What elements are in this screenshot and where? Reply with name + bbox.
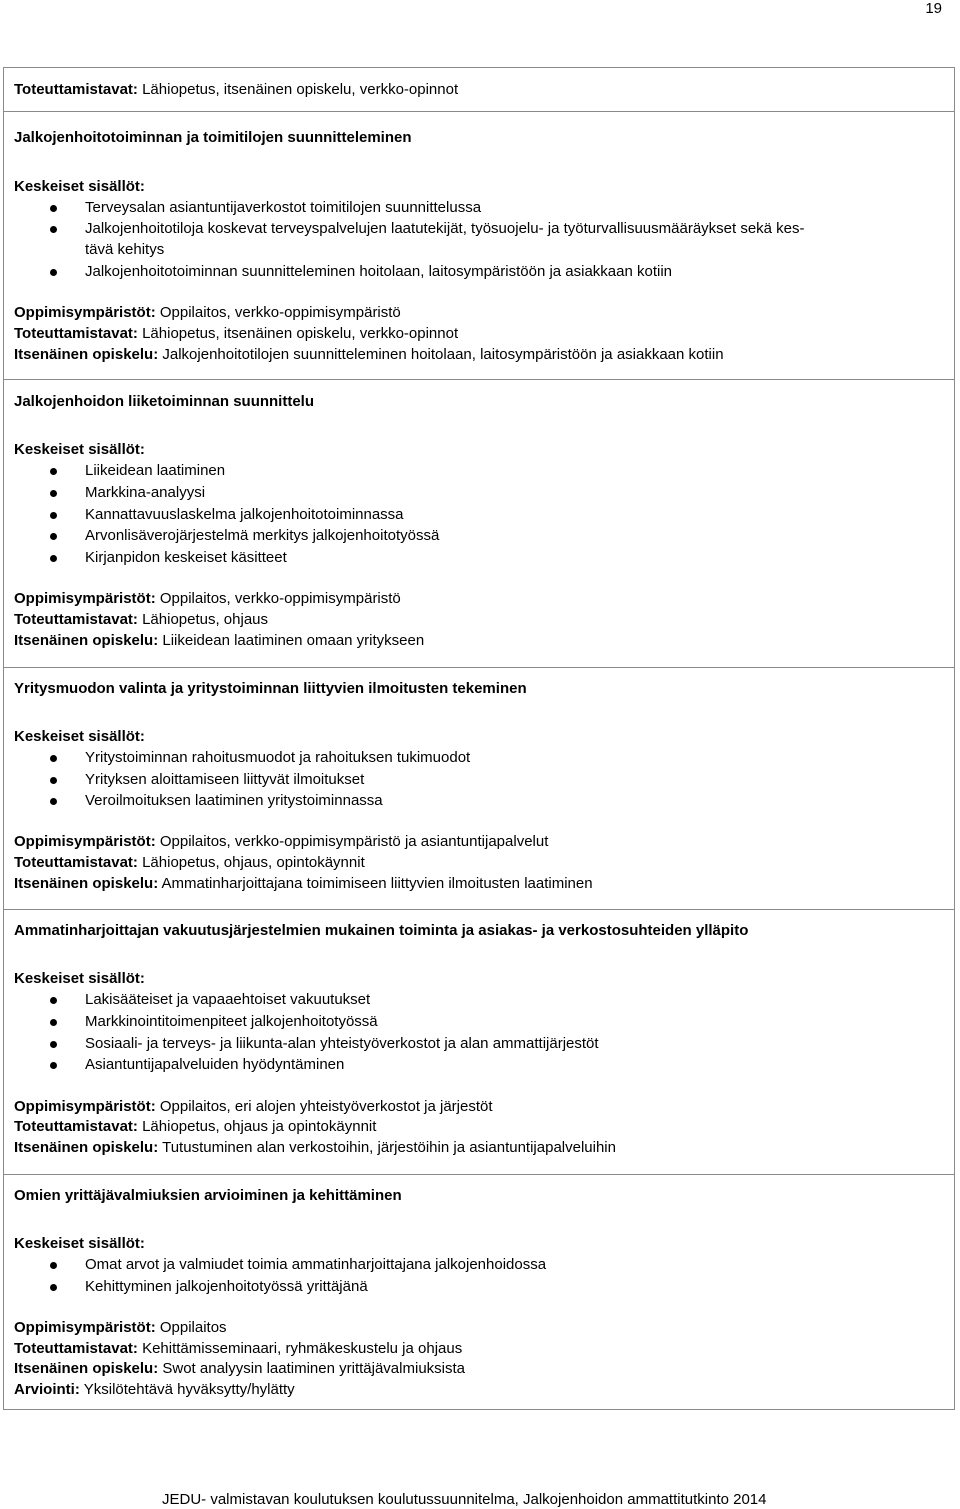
top-row-delivery [14, 81, 458, 99]
list-item: Sosiaali- ja terveys- ja liikunta-alan yhteistyöverkostot ja alan ammattijärjestöt [85, 1035, 599, 1052]
list-item: Asiantuntijapalveluiden hyödyntäminen [85, 1056, 345, 1073]
bullet-icon [50, 512, 57, 519]
detail-line [14, 875, 593, 893]
value: Kehittämisseminaari, ryhmäkeskustelu ja ohjaus [142, 1340, 463, 1357]
label: Toteuttamistavat: [14, 611, 138, 628]
label: Toteuttamistavat: [14, 325, 138, 342]
content-label: Keskeiset sisällöt: [14, 728, 145, 745]
label: Arviointi: [14, 1381, 80, 1398]
label: Oppimisympäristöt: [14, 1319, 156, 1336]
list-item: Terveysalan asiantuntijaverkostot toimitilojen suunnittelussa [85, 199, 482, 216]
section-title: Ammatinharjoittajan vakuutusjärjestelmien mukainen toiminta ja asiakas- ja verkostosuhteiden ylläpito [14, 922, 749, 939]
label: Toteuttamistavat: [14, 1118, 138, 1135]
list-item: Yrityksen aloittamiseen liittyvät ilmoitukset [85, 771, 365, 788]
value: Lähiopetus, itsenäinen opiskelu, verkko-opinnot [142, 325, 459, 342]
list-item: Kehittyminen jalkojenhoitotyössä yrittäjänä [85, 1278, 368, 1295]
section-title: Jalkojenhoidon liiketoiminnan suunnittelu [14, 393, 315, 410]
bullet-icon [50, 533, 57, 540]
row-separator [3, 909, 955, 910]
section-title: Jalkojenhoitotoiminnan ja toimitilojen suunnitteleminen [14, 129, 412, 146]
label: Itsenäinen opiskelu: [14, 1360, 159, 1377]
label: Oppimisympäristöt: [14, 590, 156, 607]
bullet-icon [50, 777, 57, 784]
label: Itsenäinen opiskelu: [14, 632, 159, 649]
list-item: Yritystoiminnan rahoitusmuodot ja rahoituksen tukimuodot [85, 749, 471, 766]
value: Lähiopetus, ohjaus ja opintokäynnit [142, 1118, 377, 1135]
bullet-icon [50, 1019, 57, 1026]
bullet-icon [50, 468, 57, 475]
value: Jalkojenhoitotilojen suunnitteleminen hoitolaan, laitosympäristöön ja asiakkaan kotiin [162, 346, 724, 363]
detail-line [14, 325, 458, 343]
bullet-icon [50, 205, 57, 212]
bullet-icon [50, 555, 57, 562]
label: Itsenäinen opiskelu: [14, 875, 159, 892]
bullet-icon [50, 1262, 57, 1269]
detail-line [14, 590, 401, 608]
label: Itsenäinen opiskelu: [14, 346, 159, 363]
detail-line [14, 854, 365, 872]
list-item: Omat arvot ja valmiudet toimia ammatinharjoittajana jalkojenhoidossa [85, 1256, 547, 1273]
page-number: 19 [925, 0, 942, 17]
value: Tutustuminen alan verkostoihin, järjestöihin ja asiantuntijapalveluihin [162, 1139, 616, 1156]
detail-line [14, 1319, 227, 1337]
detail-line [14, 1340, 462, 1358]
list-item: Kirjanpidon keskeiset käsitteet [85, 549, 287, 566]
section-title: Omien yrittäjävalmiuksien arvioiminen ja kehittäminen [14, 1187, 402, 1204]
value: Oppilaitos, verkko-oppimisympäristö [159, 590, 401, 607]
value: Lähiopetus, itsenäinen opiskelu, verkko-opinnot [142, 81, 459, 98]
bullet-icon [50, 997, 57, 1004]
bullet-icon [50, 755, 57, 762]
detail-line [14, 1098, 493, 1116]
value: Yksilötehtävä hyväksytty/hylätty [83, 1381, 295, 1398]
row-separator [3, 379, 955, 380]
bullet-icon [50, 490, 57, 497]
list-item-continuation: tävä kehitys [85, 241, 165, 258]
row-separator [3, 111, 955, 112]
content-label: Keskeiset sisällöt: [14, 1235, 145, 1252]
bullet-icon [50, 1284, 57, 1291]
list-item: Lakisääteiset ja vapaaehtoiset vakuutukset [85, 991, 371, 1008]
label: Oppimisympäristöt: [14, 304, 156, 321]
detail-line [14, 611, 268, 629]
detail-line [14, 304, 401, 322]
content-label: Keskeiset sisällöt: [14, 441, 145, 458]
label: Toteuttamistavat: [14, 854, 138, 871]
value: Liikeidean laatiminen omaan yritykseen [162, 632, 425, 649]
label: Toteuttamistavat: [14, 81, 138, 98]
value: Oppilaitos, eri alojen yhteistyöverkostot ja järjestöt [159, 1098, 493, 1115]
row-separator [3, 667, 955, 668]
detail-line [14, 632, 424, 650]
row-separator [3, 1174, 955, 1175]
value: Oppilaitos, verkko-oppimisympäristö ja asiantuntijapalvelut [159, 833, 549, 850]
content-label: Keskeiset sisällöt: [14, 178, 145, 195]
list-item: Markkina-analyysi [85, 484, 206, 501]
bullet-icon [50, 1041, 57, 1048]
list-item: Jalkojenhoitotoiminnan suunnitteleminen hoitolaan, laitosympäristöön ja asiakkaan kotiin [85, 263, 673, 280]
list-item: Arvonlisäverojärjestelmä merkitys jalkojenhoitotyössä [85, 527, 440, 544]
value: Lähiopetus, ohjaus, opintokäynnit [142, 854, 365, 871]
value: Ammatinharjoittajana toimimiseen liittyvien ilmoitusten laatiminen [161, 875, 593, 892]
page-footer: JEDU- valmistavan koulutuksen koulutussuunnitelma, Jalkojenhoidon ammattitutkinto 2014 [162, 1491, 767, 1508]
section-title: Yritysmuodon valinta ja yritystoiminnan liittyvien ilmoitusten tekeminen [14, 680, 527, 697]
list-item: Veroilmoituksen laatiminen yritystoiminnassa [85, 792, 383, 809]
list-item: Liikeidean laatiminen [85, 462, 226, 479]
detail-line [14, 833, 548, 851]
detail-line [14, 1381, 295, 1399]
list-item: Kannattavuuslaskelma jalkojenhoitotoiminnassa [85, 506, 404, 523]
detail-line [14, 346, 724, 364]
list-item: Markkinointitoimenpiteet jalkojenhoitotyössä [85, 1013, 378, 1030]
detail-line [14, 1118, 376, 1136]
content-label: Keskeiset sisällöt: [14, 970, 145, 987]
value: Swot analyysin laatiminen yrittäjävalmiuksista [162, 1360, 465, 1377]
value: Lähiopetus, ohjaus [142, 611, 269, 628]
label: Oppimisympäristöt: [14, 833, 156, 850]
detail-line [14, 1360, 465, 1378]
label: Toteuttamistavat: [14, 1340, 138, 1357]
value: Oppilaitos, verkko-oppimisympäristö [159, 304, 401, 321]
label: Oppimisympäristöt: [14, 1098, 156, 1115]
bullet-icon [50, 226, 57, 233]
bullet-icon [50, 269, 57, 276]
list-item: Jalkojenhoitotiloja koskevat terveyspalvelujen laatutekijät, työsuojelu- ja työturvallisuusmääräykset sekä kes- [85, 220, 805, 237]
bullet-icon [50, 798, 57, 805]
label: Itsenäinen opiskelu: [14, 1139, 159, 1156]
bullet-icon [50, 1062, 57, 1069]
detail-line [14, 1139, 616, 1157]
value: Oppilaitos [159, 1319, 227, 1336]
